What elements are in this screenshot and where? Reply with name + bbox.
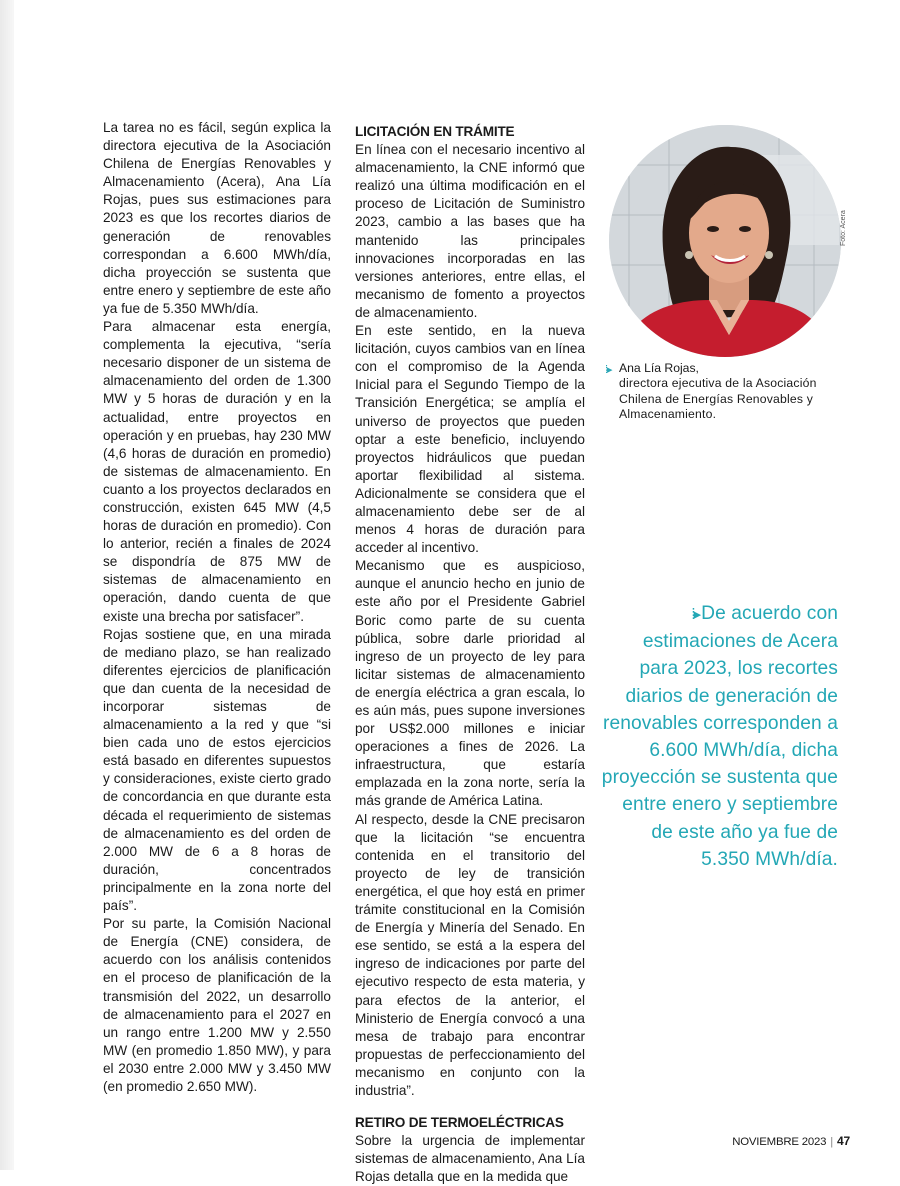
paragraph: Mecanismo que es auspicioso, aunque el anuncio hecho en junio de este año por el Presidente Gabriel Boric como parte de su cuenta pública, sobre darle prioridad al ingreso de un proyecto de ley para licitar sistemas de almacenamiento de energía eléctrica a gran escala, lo es aún más, pues supone inversiones por US$2.000 millones e iniciar operaciones a fines de 2026. La infraestructura, que estaría emplazada en la zona norte, sería la más grande de América Latina. [355, 558, 585, 809]
section-heading: RETIRO DE TERMOELÉCTRICAS [355, 1115, 564, 1131]
paragraph: La tarea no es fácil, según explica la directora ejecutiva de la Asociación Chilena de Energías Renovables y Almacenamiento (Acera), Ana Lía Rojas, pues sus estimaciones para 2023 es que los recortes diarios de generación de renovables correspondan a 6.600 MWh/día, dicha proyección se sustenta que entre enero y septiembre de este año ya fue de 5.350 MWh/día. [103, 120, 331, 316]
pull-quote-text: De acuerdo con estimaciones de Acera para 2023, los recortes diarios de generación de renovables corresponden a 6.600 MWh/día, dicha proyección se sustenta que entre enero y septiembre de este año ya fue de 5.350 MWh/día. [601, 603, 838, 870]
paragraph: Para almacenar esta energía, complementa la ejecutiva, “sería necesario disponer de un sistema de almacenamiento del orden de 1.300 MW y 5 horas de duración y en la actualidad, entre proyectos en operación y en pruebas, hay 230 MW (4,6 horas de duración en promedio) de sistemas de almacenamiento. En cuanto a los proyectos declarados en construcción, existen 645 MW (4,5 horas de duración en promedio). Con lo anterior, recién a finales de 2024 se dispondría de 875 MW de sistemas de almacenamiento en operación, dando cuenta de que existe una brecha por satisfacer”. [103, 319, 331, 624]
paragraph: Por su parte, la Comisión Nacional de Energía (CNE) considera, de acuerdo con los análisis contenidos en el proceso de planificación de la transmisión del 2022, un desarrollo de almacenamiento para el 2027 en un rango entre 1.200 MW y 2.550 MW (en promedio 1.850 MW), y para el 2030 entre 2.000 MW y 3.450 MW (en promedio 2.650 MW). [103, 916, 331, 1094]
paragraph: Al respecto, desde la CNE precisaron que la licitación “se encuentra contenida en el transitorio del proyecto de ley de transición energética, el que hoy está en primer trámite constitucional en la Comisión de Energía y Minería del Senado. En ese sentido, se está a la espera del ingreso de indicaciones por parte del ejecutivo respecto de esta materia, y para efectos de la anterior, el Ministerio de Energía convocó a una mesa de trabajo para encontrar propuestas de perfeccionamiento del mecanismo en conjunto con la industria”. [355, 811, 585, 1098]
bullet-dots-icon: ⁞▸ [605, 364, 612, 376]
bullet-dots-icon: ⁞▸ [691, 606, 700, 623]
portrait-photo [609, 125, 841, 357]
caption-role: directora ejecutiva de la Asociación Chilena de Energías Renovables y Almacenamiento. [619, 376, 817, 422]
page-edge-shadow [0, 0, 14, 1170]
footer-separator: | [830, 1136, 834, 1148]
paragraph: Rojas sostiene que, en una mirada de mediano plazo, se han realizado diferentes ejercicios de planificación que dan cuenta de la necesidad de incorporar sistemas de almacenamiento a la red y que “si bien cada uno de estos ejercicios está basado en diferentes supuestos y consideraciones, existe cierto grado de concordancia en que durante esta década el requerimiento de sistemas de almacenamiento es del orden de 2.000 MW de 6 a 8 horas de duración, concentrados principalmente en la zona norte del país”. [103, 626, 331, 914]
photo-caption [603, 361, 843, 423]
photo-credit: Foto: Acera [840, 210, 847, 246]
pull-quote [600, 600, 838, 873]
article-column-2 [355, 123, 585, 1186]
caption-name: Ana Lía Rojas, [619, 361, 699, 375]
section-heading: LICITACIÓN EN TRÁMITE [355, 124, 515, 139]
issue-date: NOVIEMBRE 2023 [732, 1136, 827, 1148]
page-number: 47 [837, 1134, 850, 1148]
paragraph: En este sentido, en la nueva licitación, cuyos cambios van en línea con el compromiso de la Agenda Inicial para el Segundo Tiempo de la Transición Energética; se amplía el universo de proyectos que pueden optar a este beneficio, incluyendo proyectos hidráulicos que puedan aportar flexibilidad al sistema. Adicionalmente se considera que el almacenamiento debe ser de al menos 4 horas de duración para acceder al incentivo. [355, 323, 585, 556]
article-column-1 [103, 119, 331, 1096]
page-footer [732, 1134, 850, 1148]
paragraph: En línea con el necesario incentivo al almacenamiento, la CNE informó que realizó una última modificación en el proceso de Licitación de Suministro 2023, cambio a las bases que ha mantenido las principales innovaciones incorporadas en las versiones anteriores, entre ellas, el mecanismo de fomento a proyectos de almacenamiento. [355, 142, 585, 320]
paragraph: Sobre la urgencia de implementar sistemas de almacenamiento, Ana Lía Rojas detalla que en la medida que [355, 1133, 585, 1185]
